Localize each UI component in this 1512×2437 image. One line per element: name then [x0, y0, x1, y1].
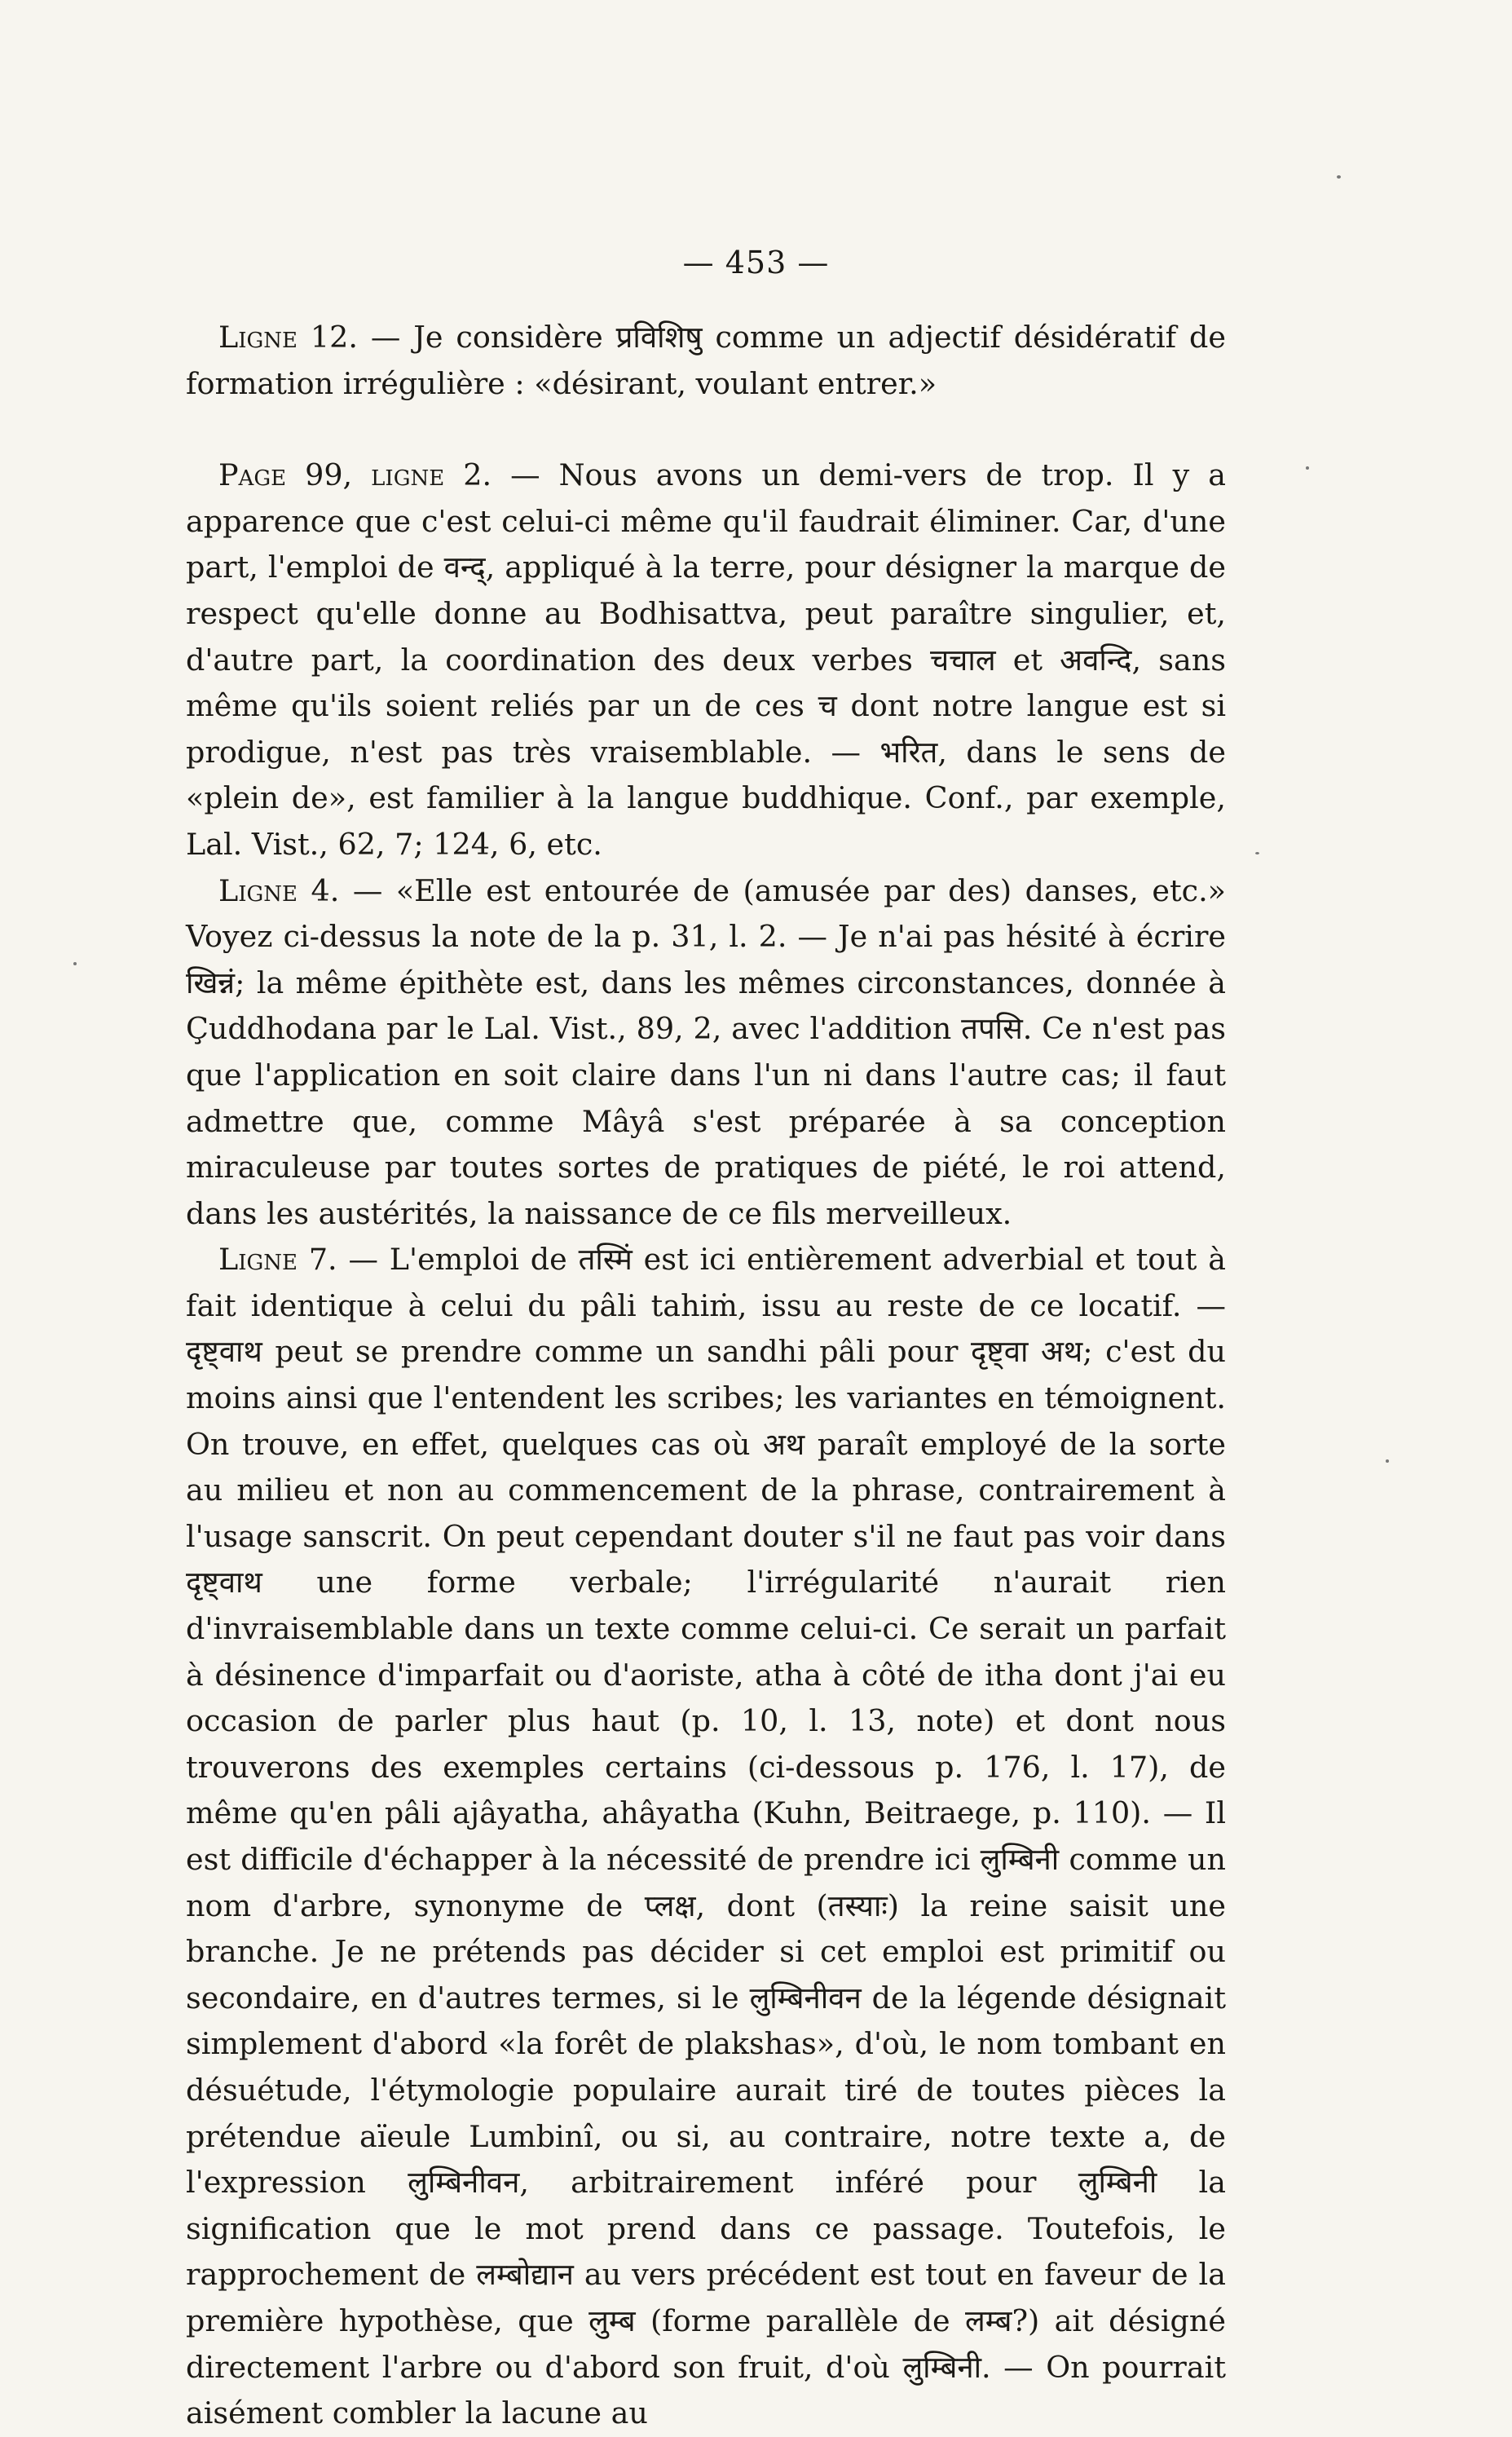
scan-speck [1337, 175, 1341, 179]
scan-speck [73, 962, 77, 965]
page-number: — 453 — [682, 245, 830, 280]
paragraph-page-99 [186, 453, 1226, 868]
body-text [186, 315, 1226, 2437]
scan-speck [1386, 1459, 1389, 1463]
paragraph-label: Ligne 4. [218, 872, 340, 908]
paragraph-ligne-4 [186, 868, 1226, 1238]
paragraph-text: — Je considère प्रविशिषु comme un adjectif désidératif de formation irrégulière : «désirant, voulant entrer.» [186, 320, 1226, 401]
scan-speck [1306, 466, 1309, 470]
paragraph-label: Ligne 12. [218, 320, 358, 355]
paragraph-ligne-12 [186, 315, 1226, 407]
paragraph-label: Page 99, ligne 2. [218, 457, 492, 493]
paragraph-text: — L'emploi de तस्मिं est ici entièrement adverbial et tout à fait identique à celui du pâli tahiṁ, issu au reste de ce locatif. — दृष्ट्वाथ peut se prendre comme un sandhi pâli pour दृष्ट्वा अथ; c'est du moins ainsi que l'entendent les scribes; les variantes en témoignent. On trouve, en effet, quelques cas où अथ paraît employé de la sorte au milieu et non au commencement de la phrase, contrairement à l'usage sanscrit. On peut cependant douter s'il ne faut pas voir dans दृष्ट्वाथ une forme verbale; l'irrégularité n'aurait rien d'invraisemblable dans un texte comme celui-ci. Ce serait un parfait à désinence d'imparfait ou d'aoriste, atha à côté de itha dont j'ai eu occasion de parler plus haut (p. 10, l. 13, note) et dont nous trouverons des exemples certains (ci-dessous p. 176, l. 17), de même qu'en pâli ajâyatha, ahâyatha (Kuhn, Beitraege, p. 110). — Il est difficile d'échapper à la nécessité de prendre ici लुम्बिनी comme un nom d'arbre, synonyme de प्लक्ष, dont (तस्याः) la reine saisit une branche. Je ne prétends pas décider si cet emploi est primitif ou secondaire, en d'autres termes, si le लुम्बिनीवन de la légende désignait simplement d'abord «la forêt de plakshas», d'où, le nom tombant en désuétude, l'étymologie populaire aurait tiré de toutes pièces la prétendue aïeule Lumbinî, ou si, au contraire, notre texte a, de l'expression लुम्बिनीवन, arbitrairement inféré pour लुम्बिनी la signification que le mot prend dans ce passage. Toutefois, le rapprochement de लम्बोद्यान au vers précédent est tout en faveur de la première hypothèse, que लुम्ब (forme parallèle de लम्ब?) ait désigné directement l'arbre ou d'abord son fruit, d'où लुम्बिनी. — On pourrait aisément combler la lacune au [186, 1242, 1226, 2431]
paragraph-text: — Nous avons un demi-vers de trop. Il y a apparence que c'est celui-ci même qu'il faudrait éliminer. Car, d'une part, l'emploi de वन्द्, appliqué à la terre, pour désigner la marque de respect qu'elle donne au Bodhisattva, peut paraître singulier, et, d'autre part, la coordination des deux verbes चचाल et अवन्दि, sans même qu'ils soient reliés par un de ces च dont notre langue est si prodigue, n'est pas très vraisemblable. — भरित, dans le sens de «plein de», est familier à la langue buddhique. Conf., par exemple, Lal. Vist., 62, 7; 124, 6, etc. [186, 457, 1226, 862]
paragraph-ligne-7 [186, 1237, 1226, 2436]
scan-speck [1255, 852, 1259, 854]
paragraph-text: — «Elle est entourée de (amusée par des) danses, etc.» Voyez ci-dessus la note de la p. 31, l. 2. — Je n'ai pas hésité à écrire खिन्नं; la même épithète est, dans les mêmes circonstances, donnée à Çuddhodana par le Lal. Vist., 89, 2, avec l'addition तपसि. Ce n'est pas que l'application en soit claire dans l'un ni dans l'autre cas; il faut admettre que, comme Mâyâ s'est préparée à sa conception miraculeuse par toutes sortes de pratiques de piété, le roi attend, dans les austérités, la naissance de ce fils merveilleux. [186, 872, 1227, 1231]
paragraph-label: Ligne 7. [218, 1242, 337, 1278]
